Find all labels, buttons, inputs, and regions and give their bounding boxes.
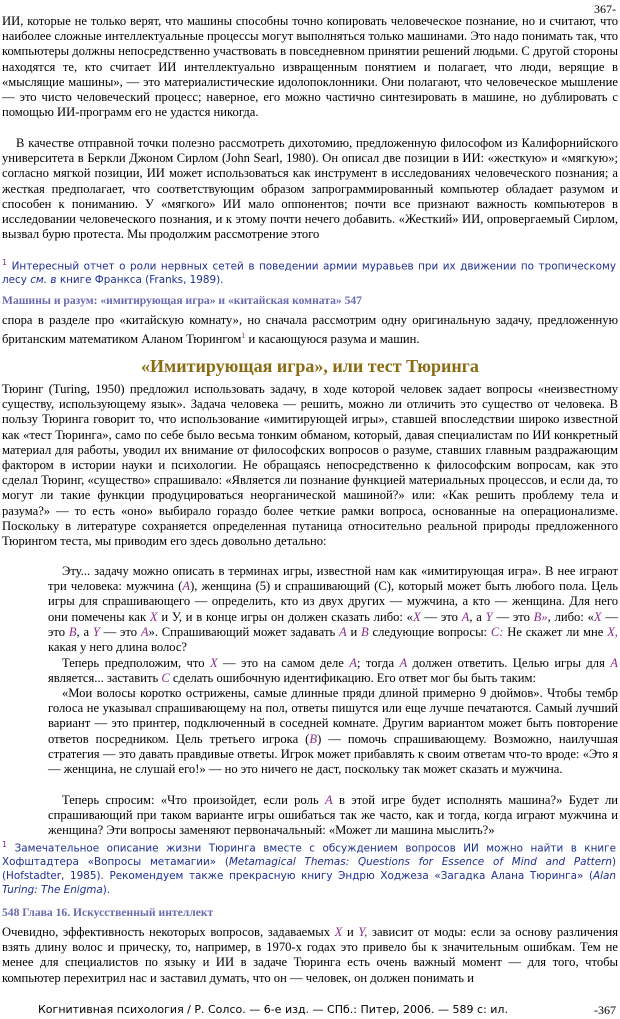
footnote-2: $^1$ Замечательное описание жизни Тюринга вместе с обсуждением вопросов ИИ можно найти в книге Хофштадтера «Вопросы метамагии» (Metamagical Themas: Questions for Essence of Mind and Pattern) (Hofstadter, 1985). Рекомендуем также прекрасную книгу Эндрю Ходжеза «Загадка Алана Тюринга» (Alan Turing: The Enigma).	[2, 840, 617, 897]
footnote-1	[2, 256, 616, 287]
quote-paragraph-1: Эту... задачу можно описать в терминах игры, известной нам как «имитирующая игра». В нее играют три человека: мужчина (А), женщина (5) и спрашивающий (С), который может быть любого пола. Цель игры для спрашивающего — определить, кто из двух других — мужчина, а кто — женщина. Для него они помечены как X и У, и в конце игры он должен сказать либо: «X — это А, а Y — это В», либо: «X — это В, а Y — это А». Спрашивающий может задавать А и В следующие вопросы: С: Не скажет ли мне X, какая у него длина волос?	[48, 564, 618, 655]
page-number-top: 367-	[594, 2, 616, 16]
paragraph-text: спора в разделе про «китайскую комнату», но сначала рассмотрим одну оригинальную задачу, предложенную британским математиком Аланом Тюрингом	[2, 313, 618, 347]
footnote-ref: 1	[241, 331, 246, 341]
running-header-chapter: 548 Глава 16. Искусственный интеллект	[2, 906, 214, 919]
footnote-see: см. в	[30, 274, 57, 287]
paragraph-searle: В качестве отправной точки полезно рассмотреть дихотомию, предложенную философом из Калифорнийского университета в Беркли Джоном Сирлом (John Searl, 1980). Он описал две позиции в ИИ: «жесткую» и «мягкую»; согласно мягкой позиции, ИИ может использоваться как инструмент в исследованиях человеческого познания; а жесткая предполагает, что соответствующим образом запрограммированный компьютер обладает разумом и способен к пониманию. У «мягкого» ИИ мало оппонентов; почти все признают важность компьютеров в исследовании человеческого познания, и к этому почти нечего добавить. «Жесткий» ИИ, опровергаемый Сирлом, вызвал бурю протеста. Мы продолжим рассмотрение этого	[2, 136, 618, 242]
bibliographic-reference: Когнитивная психология / Р. Солсо. — 6-е изд. — СПб.: Питер, 2006. — 589 с: ил.	[38, 1003, 508, 1016]
footnote-mark: 1	[2, 258, 8, 267]
footnote-text-end: книге Франкса (Franks, 1989).	[59, 274, 224, 287]
running-header: Машины и разум: «имитирующая игра» и «китайская комната» 547	[2, 294, 362, 307]
quote-paragraph-3: «Мои волосы коротко острижены, самые длинные пряди длиной примерно 9 дюймов». Чтобы тембр голоса не указывал спрашивающему на пол, ответы пишутся или еще лучше печатаются. Самый лучший вариант — это принтер, подключенный в соседней комнате. Другим вариантом может быть повторение ответов посредником. Цель третьего игрока (В) — помочь спрашивающему. Возможно, наилучшая стратегия — это давать правдивые ответы. Игрок может прибавлять к своим ответам что-то вроде: «Это я — женщина, не слушай его!» — но это ничего не даст, поскольку так может сказать и мужчина.	[48, 686, 618, 777]
quote-paragraph-4: Теперь спросим: «Что произойдет, если роль А в этой игре будет исполнять машина?» Будет ли спрашивающий при таком варианте игры ошибаться так же часто, как и тогда, когда играют мужчина и женщина? Эти вопросы заменяют первоначальный: «Может ли машина мыслить?»	[48, 793, 618, 838]
footnote-text: Интересный отчет о роли нервных сетей в поведении армии муравьев при их движении по тропическому лесу	[2, 260, 616, 287]
paragraph-turing-intro	[2, 313, 618, 348]
page-number-bottom: -367	[594, 1003, 616, 1017]
quote-paragraph-2: Теперь предположим, что X — это на самом деле А; тогда А должен ответить. Целью игры для А является... заставить С сделать ошибочную идентификацию. Его ответ мог бы быть таким:	[48, 656, 618, 686]
section-title: «Имитирующая игра», или тест Тюринга	[141, 356, 479, 376]
paragraph-fashion: Очевидно, эффективность некоторых вопросов, задаваемых X и Y, зависит от моды: если за основу различения взять длину волос и прическу, то, например, в 1970-х годах это привело бы к значительным ошибкам. Тем не менее для специалистов по языку и ИИ в задаче Тюринга есть очень важный момент — для того, чтобы компьютер перехитрил нас и заставил думать, что он — человек, он должен понимать и	[2, 925, 618, 985]
paragraph-turing-test: Тюринг (Turing, 1950) предложил использовать задачу, в ходе которой человек задает вопросы «неизвестному существу, использующему язык». Задача человека — решить, можно ли отличить это существо от человека. В пользу Тюринга говорит то, что использование «имитирующей игры», ставшей впоследствии широко известной как «тест Тюринга», само по себе было весьма тонким обманом, который, давая специалистам по ИИ конкретный материал для работы, уводил их внимание от философских вопросов о разуме, ставших главным раздражающим фактором в истории науки и психологии. Не обращаясь непосредственно к философским вопросам, как это сделал Тюринг, «существо» спрашивало: «Является ли познание функцией материальных процессов, и если да, то могут ли такие функции продуцироваться неорганической машиной?» или: «Как решить проблему тела и разума?» — то есть «оно» выбирало гораздо более четкие рамки вопроса, основанные на операционализме. Поскольку в литературе сохраняется определенная путаница относительно реальной природы предложенного Тюрингом теста, мы приводим его здесь довольно детально:	[2, 382, 618, 549]
paragraph-intro: ИИ, которые не только верят, что машины способны точно копировать человеческое познание, но и считают, что наиболее сложные интеллектуальные процессы могут выполняться только машинами. Это надо понимать так, что компьютеры должны непосредственно участвовать в повседневном принятии решений людьми. С другой стороны находятся те, кто считает ИИ интеллектуально извращенным понятием и полагает, что люди, верящие в «мыслящие машины», — это материалистические идолопоклонники. Они полагают, что человеческое мышление — это чисто человеческий процесс; наверное, его можно частично синтезировать в машине, но дублировать с помощью ИИ-программ его не удастся никогда.	[2, 14, 618, 120]
paragraph-text-end: и касающуюся разума и машин.	[245, 332, 420, 347]
